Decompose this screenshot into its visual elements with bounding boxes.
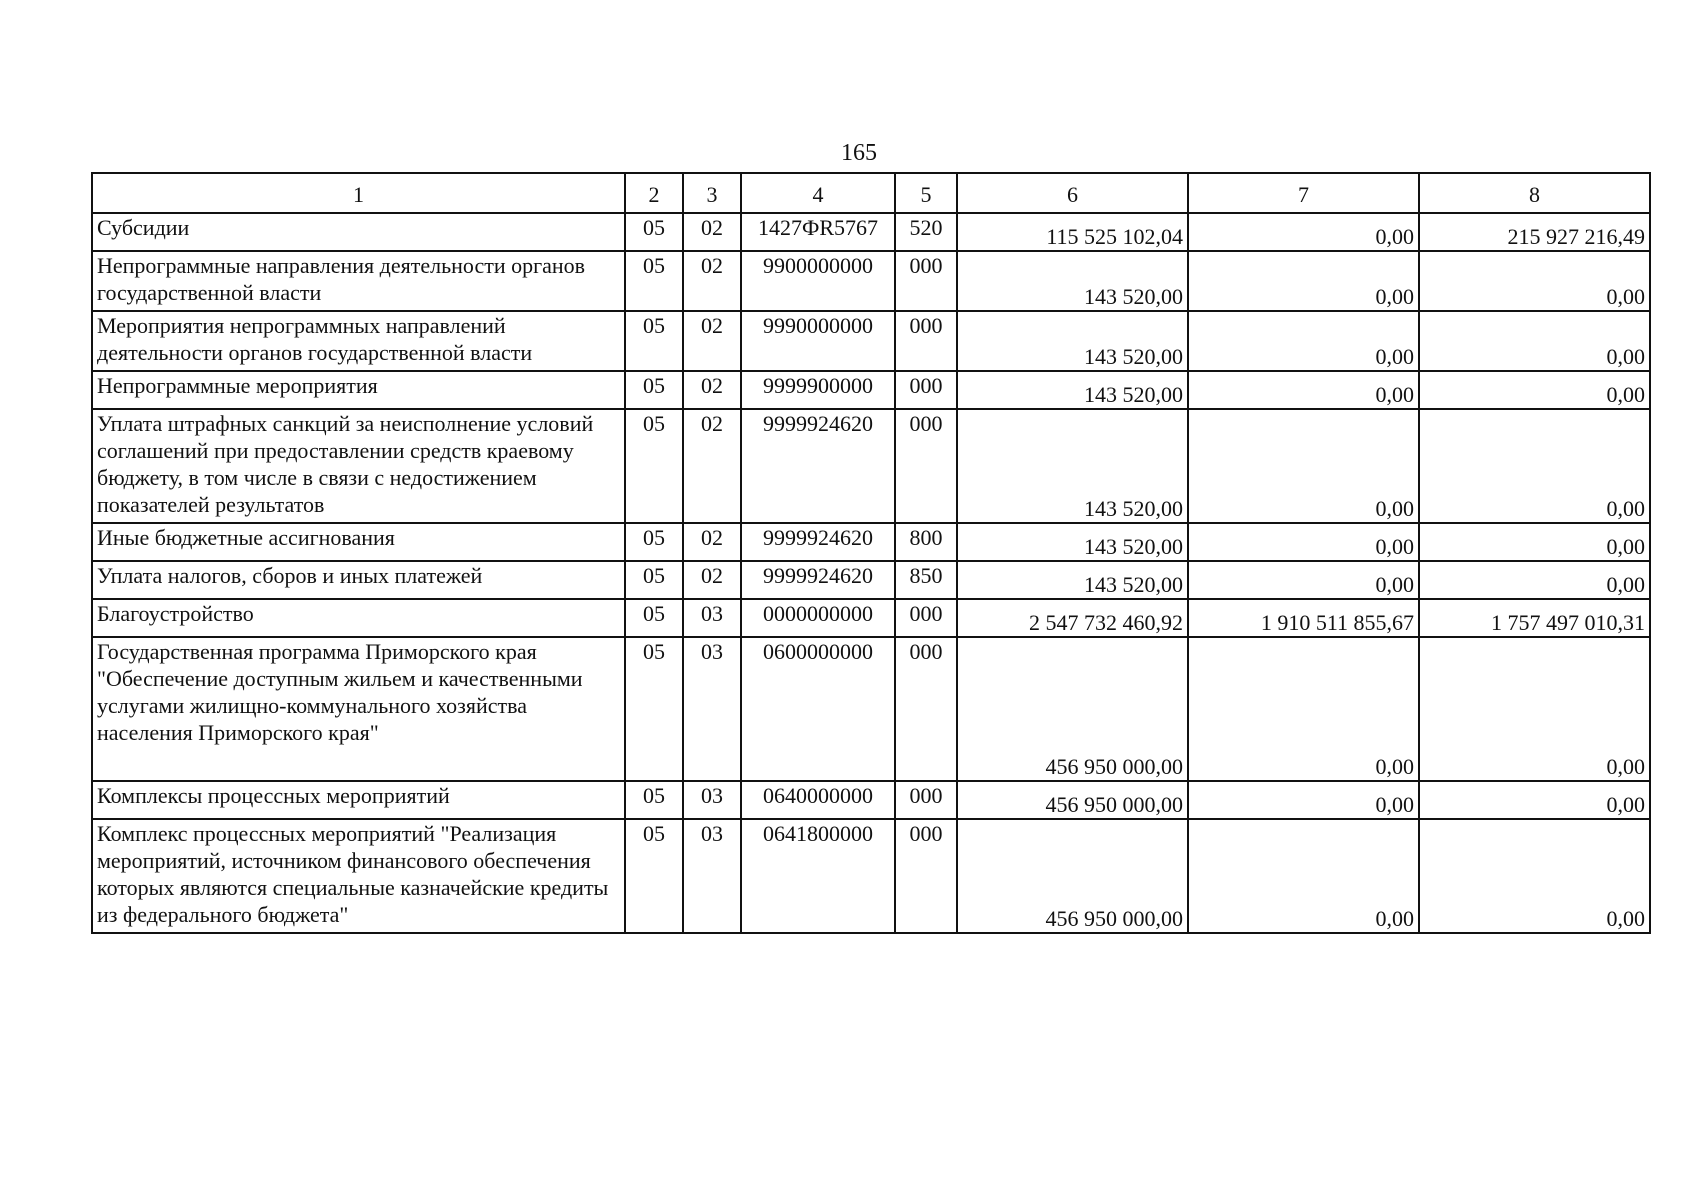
row-name: Мероприятия непрограммных направлений деятельности органов государственной власти <box>92 311 625 371</box>
cell-expense-type: 000 <box>895 637 957 781</box>
cell-amount-col8: 0,00 <box>1419 409 1650 523</box>
cell-amount-col7: 0,00 <box>1188 561 1419 599</box>
cell-expense-type: 520 <box>895 213 957 251</box>
cell-subsection: 03 <box>683 637 741 781</box>
cell-expense-type: 850 <box>895 561 957 599</box>
table-row <box>92 561 1650 599</box>
cell-subsection: 02 <box>683 523 741 561</box>
cell-target-article: 9999900000 <box>741 371 895 409</box>
cell-amount-col8: 215 927 216,49 <box>1419 213 1650 251</box>
cell-amount-col6: 143 520,00 <box>957 371 1188 409</box>
table-row <box>92 637 1650 781</box>
cell-amount-col8: 0,00 <box>1419 523 1650 561</box>
cell-expense-type: 000 <box>895 819 957 933</box>
column-header: 4 <box>741 173 895 213</box>
cell-target-article: 9990000000 <box>741 311 895 371</box>
row-name: Непрограммные направления деятельности органов государственной власти <box>92 251 625 311</box>
cell-amount-col7: 0,00 <box>1188 251 1419 311</box>
cell-target-article: 9999924620 <box>741 561 895 599</box>
row-name: Субсидии <box>92 213 625 251</box>
cell-section: 05 <box>625 561 683 599</box>
cell-amount-col7: 0,00 <box>1188 371 1419 409</box>
row-name: Благоустройство <box>92 599 625 637</box>
cell-expense-type: 000 <box>895 371 957 409</box>
cell-section: 05 <box>625 599 683 637</box>
cell-target-article: 9900000000 <box>741 251 895 311</box>
table-header-row <box>92 173 1650 213</box>
cell-subsection: 03 <box>683 599 741 637</box>
table-row <box>92 311 1650 371</box>
page-number: 165 <box>841 140 877 166</box>
cell-subsection: 02 <box>683 311 741 371</box>
cell-subsection: 02 <box>683 371 741 409</box>
cell-target-article: 0600000000 <box>741 637 895 781</box>
column-header: 3 <box>683 173 741 213</box>
row-name: Государственная программа Приморского края "Обеспечение доступным жильем и качественными услугами жилищно-коммунального хозяйства населения Приморского края" <box>92 637 625 781</box>
column-header: 5 <box>895 173 957 213</box>
row-name: Непрограммные мероприятия <box>92 371 625 409</box>
column-header: 2 <box>625 173 683 213</box>
cell-section: 05 <box>625 409 683 523</box>
cell-amount-col6: 2 547 732 460,92 <box>957 599 1188 637</box>
row-name: Уплата штрафных санкций за неисполнение условий соглашений при предоставлении средств краевому бюджету, в том числе в связи с недостижением показателей результатов <box>92 409 625 523</box>
cell-amount-col8: 0,00 <box>1419 311 1650 371</box>
cell-amount-col8: 0,00 <box>1419 561 1650 599</box>
cell-target-article: 0641800000 <box>741 819 895 933</box>
table-row <box>92 523 1650 561</box>
cell-amount-col7: 0,00 <box>1188 409 1419 523</box>
cell-subsection: 03 <box>683 781 741 819</box>
cell-target-article: 0640000000 <box>741 781 895 819</box>
cell-amount-col6: 143 520,00 <box>957 311 1188 371</box>
cell-section: 05 <box>625 637 683 781</box>
cell-amount-col7: 0,00 <box>1188 523 1419 561</box>
cell-expense-type: 000 <box>895 409 957 523</box>
column-header: 7 <box>1188 173 1419 213</box>
cell-subsection: 02 <box>683 561 741 599</box>
cell-section: 05 <box>625 311 683 371</box>
cell-amount-col6: 143 520,00 <box>957 561 1188 599</box>
column-header: 6 <box>957 173 1188 213</box>
cell-section: 05 <box>625 213 683 251</box>
table-row <box>92 409 1650 523</box>
cell-target-article: 9999924620 <box>741 523 895 561</box>
column-header: 1 <box>92 173 625 213</box>
cell-section: 05 <box>625 819 683 933</box>
table-row <box>92 599 1650 637</box>
cell-amount-col6: 115 525 102,04 <box>957 213 1188 251</box>
cell-amount-col6: 143 520,00 <box>957 251 1188 311</box>
cell-target-article: 9999924620 <box>741 409 895 523</box>
cell-section: 05 <box>625 781 683 819</box>
table-row <box>92 781 1650 819</box>
cell-amount-col7: 1 910 511 855,67 <box>1188 599 1419 637</box>
table-row <box>92 213 1650 251</box>
cell-amount-col8: 0,00 <box>1419 251 1650 311</box>
cell-section: 05 <box>625 371 683 409</box>
table-row <box>92 371 1650 409</box>
cell-target-article: 1427ФR5767 <box>741 213 895 251</box>
cell-amount-col7: 0,00 <box>1188 819 1419 933</box>
cell-amount-col6: 456 950 000,00 <box>957 819 1188 933</box>
table-row <box>92 819 1650 933</box>
cell-target-article: 0000000000 <box>741 599 895 637</box>
cell-amount-col7: 0,00 <box>1188 213 1419 251</box>
column-header: 8 <box>1419 173 1650 213</box>
cell-section: 05 <box>625 251 683 311</box>
cell-amount-col6: 456 950 000,00 <box>957 781 1188 819</box>
table-row <box>92 251 1650 311</box>
cell-amount-col8: 0,00 <box>1419 819 1650 933</box>
cell-amount-col8: 1 757 497 010,31 <box>1419 599 1650 637</box>
row-name: Уплата налогов, сборов и иных платежей <box>92 561 625 599</box>
cell-expense-type: 000 <box>895 251 957 311</box>
cell-amount-col8: 0,00 <box>1419 781 1650 819</box>
cell-expense-type: 000 <box>895 311 957 371</box>
budget-table <box>91 172 1651 934</box>
cell-expense-type: 800 <box>895 523 957 561</box>
cell-amount-col7: 0,00 <box>1188 781 1419 819</box>
cell-amount-col8: 0,00 <box>1419 637 1650 781</box>
cell-section: 05 <box>625 523 683 561</box>
cell-subsection: 02 <box>683 251 741 311</box>
cell-amount-col6: 143 520,00 <box>957 523 1188 561</box>
cell-amount-col6: 456 950 000,00 <box>957 637 1188 781</box>
cell-amount-col8: 0,00 <box>1419 371 1650 409</box>
cell-subsection: 02 <box>683 409 741 523</box>
cell-expense-type: 000 <box>895 599 957 637</box>
row-name: Комплексы процессных мероприятий <box>92 781 625 819</box>
row-name: Комплекс процессных мероприятий "Реализация мероприятий, источником финансового обеспечения которых являются специальные казначейские кредиты из федерального бюджета" <box>92 819 625 933</box>
cell-amount-col7: 0,00 <box>1188 637 1419 781</box>
cell-amount-col7: 0,00 <box>1188 311 1419 371</box>
row-name: Иные бюджетные ассигнования <box>92 523 625 561</box>
cell-amount-col6: 143 520,00 <box>957 409 1188 523</box>
cell-subsection: 03 <box>683 819 741 933</box>
cell-expense-type: 000 <box>895 781 957 819</box>
cell-subsection: 02 <box>683 213 741 251</box>
